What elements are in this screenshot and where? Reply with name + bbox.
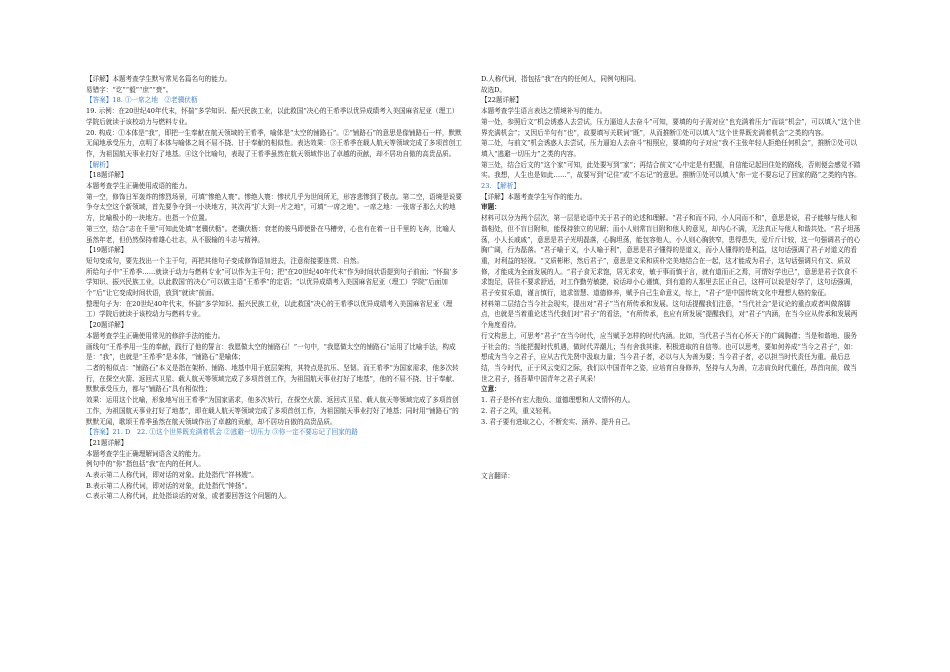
left-paragraph: 本题考查学生正确使用成语的能力。 <box>86 182 192 191</box>
right-paragraph: 2. 君子之风，重义轻利。 <box>481 406 556 415</box>
right-paragraph: 第二处，与前文“机会诱惑人去尝试，压力逼迫人去奋斗”相照应，要填的句子对应“我不主张年轻人拒绝任何机会”，推断②处可以填入“逃避一切压力”之类的内容。 <box>481 139 858 158</box>
left-paragraph: 本题考查学生正确理解词语含义的能力。 <box>86 449 205 458</box>
right-paragraph: D.人称代词，指包括“我”在内的任何人，同例句相同。 <box>481 75 640 83</box>
right-paragraph <box>481 427 861 471</box>
left-paragraph: 效果：运用这个比喻，形象地写出王希季“为国家需求，他多次转行，在探空火箭、返回式卫星、载人航天等领域完成了多项首创工作，为祖国航天事业打好了地基”，即在载人航天等领域完成了多项首创工作，为祖国航天事业打好了地基；同时用“铺路石”的默默无闻，歌颂王希季虽然在航天领域作出了卓越的贡献，却不居功自傲的高贵品质。 <box>86 396 459 426</box>
left-paragraph: C.表示第二人称代词，此处指谈话的对象，或者要回答这个问题的人。 <box>86 492 291 501</box>
right-paragraph: 23. 【解析】 <box>481 182 520 191</box>
right-paragraph: 【详解】本题考查学生写作的能力。 <box>481 192 587 201</box>
left-paragraph: 二者的相似点：“铺路石”本义是指在架桥、铺路、地基中用于底层架构，其特点是抗压、坚韧。而王希季“为国家需求，他多次转行，在探空火箭、返回式卫星、载人航天等领域完成了多项首创工作，为祖国航天事业打好了地基”，他的不屈不挠、甘于奉献、默默承受压力，都与“铺路石”具有相似性； <box>86 363 459 394</box>
left-paragraph: 19. 示例：在20世纪40年代末，怀揣“多学知识、振兴民族工业，以此救国”决心的王希季以优异成绩考入美国麻省尼亚（理工）学院后就读于该校动力与燃料专业。 <box>86 107 459 126</box>
left-column <box>86 74 462 502</box>
right-paragraph: 文言翻译： <box>481 472 514 481</box>
left-paragraph: 【20题详解】 <box>86 321 128 330</box>
left-paragraph: 【21题详解】 <box>86 438 128 447</box>
left-paragraph: 【答案】18. ①一席之地 ②老骥伏枥 <box>86 96 198 105</box>
right-paragraph: 行文构思上，可思考“君子”在当今时代，应当赋予怎样的时代内涵。比如，当代君子当有心怀天下的广阔胸襟；当是和谐地、服务于社会的；当能把握时代机遇，做时代弄潮儿；当有舍我其谁、积极进取的自信等。也可以思考，要如何养成“当今之君子”，如：想成为当今之君子，应从古代先贤中汲取力量；当今君子者，必以与人为善为要；当今君子者，必以担当时代责任为重。最后总结，当今时代，正于风云变幻之际，我们以中国青年之姿，应培育自身修养，坚持与人为善，立志肩负时代重任，昂首向前，做当世之君子，扬吾辈中国青年之君子风采！ <box>481 331 857 383</box>
right-paragraph: 3. 君子要有进取之心，不断充实、涵养、提升自己。 <box>481 417 635 426</box>
right-paragraph: 第一处，参照后文“机会诱惑人去尝试，压力逼迫人去奋斗”可知，要填的句子需对应“也充满着压力”而谈“机会”，可以填入“这个世界充满机会”；又因后半句有“也”，故要填写关联词“既”，从而推断①处可以填入“这个世界既充满着机会”之类的内容。 <box>481 117 861 137</box>
left-paragraph: B.表示第二人称代词，即对话的对象，此处指代“钟扬”。 <box>86 481 252 490</box>
right-column <box>481 74 861 482</box>
left-paragraph: 【详解】本题考查学生默写常见名篇名句的能力。 <box>86 75 232 83</box>
right-paragraph: 【22题详解】 <box>481 96 523 105</box>
right-paragraph: 材料可以分为两个层次，第一层是论语中关于君子的论述和理解。“君子和而不同，小人同而不和”，意思是说，君子能够与他人和谐相处，但不盲目附和，能保持独立的见解；而小人则常盲目附和他人的意见，却内心不满，无法真正与他人和谐共处。“君子坦荡荡，小人长戚戚”，意思是君子光明磊落，心胸坦荡，能包容他人，小人则心胸狭窄，患得患失，爱斤斤计较，这一句强调君子的心胸广阔，行为磊落。“君子喻于义，小人喻于利”，意思是君子懂得的是道义，而小人懂得的是利益，这句话强调了君子对道义的看重，对利益的轻视。“文质彬彬，然后君子”，意思是文采和质朴完美地结合在一起，这才能成为君子，这句话强调只有文、质双修，才能成为全面发展的人。“君子食无求饱，居无求安，敏于事而慎于言，就有道而正之焉，可谓好学也已”，意思是君子饮食不求饱足，居住不要求舒适，对工作勤劳敏捷，说话却小心谨慎，到有道的人那里去匡正自己，这样可以说是好学了，这句话强调，君子安贫乐道，谨言慎行，追求智慧、道德修养，赋予自己生命意义，综上，“君子”是中国传统文化中理想人格的象征。 <box>481 214 861 298</box>
left-paragraph: 【答案】21. D 22. ①这个世界既充满着机会 ②逃避一切压力 ③你一定不要忘记了回家的路 <box>86 428 359 437</box>
left-paragraph: A.表示第二人称代词，即对话的对象。此处指代“祥林嫂”。 <box>86 471 258 480</box>
right-paragraph: 材料第二层结合当今社会现实，提出对“君子”当有所传承和发展。这句话提醒我们注意，“当代社会”是议论的重点或者叫做落脚点，也就是当着重论述当代我们对“君子”的看法，“有所传承，也应有所发展”提醒我们，对“君子”内涵，在当今应从传承和发展两个角度看待。 <box>481 299 858 330</box>
left-paragraph: 第三空，结合“志在千里”可知此处填“老骥伏枥”。老骥伏枥：衰老的骏马即使卧在马槽旁，心也有在着一日千里的飞奔，比喻人虽然年老，但仍然保持着雄心壮志，从不服输的斗志与精神。 <box>86 224 456 244</box>
right-paragraph: 第三处，结合后文的“这个家”可知，此处要写到“家”；再结合前文“心中定是有把握，自信能记起回住处的路线，否则便会感觉不踏实。我想，人生也是如此……”，故要写到“记住”或“不忘记”的意思。推断③处可以填入“你一定不要忘记了回家的路”之类的内容。 <box>481 160 861 180</box>
left-paragraph: 第一空，修饰日军轰炸的惨烈场景，可填“惨绝人寰”。惨绝人寰：惨状几乎为世间所无，形容悲惨到了极点。第二空，语境是说要争夺太空这个新领域，首先要争夺到一小块地方，其次再“扩大到一片之地”，可填“一席之地”。一席之地：一张席子那么大的地方，比喻极小的一块地方。也指一个位置。 <box>86 192 462 223</box>
right-paragraph: 本题考查学生语言表达之情境补写的能力。 <box>481 107 607 116</box>
left-paragraph: 本题考查学生正确使用常见的修辞手法的能力。 <box>86 331 225 340</box>
right-paragraph: 审题： <box>481 203 501 212</box>
left-paragraph: 易错字：“讫”“毅”“庶”“赍”。 <box>86 85 173 94</box>
left-paragraph: 短句变成句，要先找出一个主干句，再把其他句子变成修饰语加进去，注意衔接要连贯、自然。 <box>86 256 363 265</box>
left-paragraph: 20. 构成：①本体是“我”，即把一生奉献在航天领域的王希季，喻体是“太空的铺路石”。②“铺路石”的意思是像铺路石一样，默默无闻地承受压力，点明了本体与喻体之间不屈不挠、甘于奉献的相似性。表达效果：③王希季在载人航天等领域完成了多项首创工作，为祖国航天事业打好了地基。④这个比喻句，表现了王希季虽然在航天领域作出了卓越的贡献，却不居功自傲的高贵品质。 <box>86 128 462 158</box>
left-paragraph: 例句中的“你”指包括“我”在内的任何人。 <box>86 460 205 469</box>
right-paragraph: 1. 君子是怀有宏大抱负、道德理想和人文情怀的人。 <box>481 396 635 405</box>
right-paragraph: 立意： <box>481 385 501 394</box>
left-paragraph: 所给句子中“王希季……就读于动力与燃料专业”可以作为主干句；把“在20世纪40年代末”作为时间状语提到句子前面；“怀揣‘多学知识、振兴民族工业，以此救国’的决心”可以做主语“王希季”的定语；“以优异成绩考入美国麻省尼亚（理工）学院”后面加个“后”让它变成时间状语，放到“就读”前面。 <box>86 267 459 298</box>
left-paragraph: 【18题详解】 <box>86 171 128 180</box>
left-paragraph: 【19题详解】 <box>86 246 128 255</box>
right-paragraph: 故选D。 <box>481 85 507 94</box>
left-paragraph: 画线句“王希季用一生的奉献，践行了他的誓言：我愿做太空的铺路石！”一句中，“我愿做太空的铺路石”运用了比喻手法，构成是：“我”，也就是“王希季”是本体，“铺路石”是喻体； <box>86 342 456 362</box>
left-paragraph: 【解析】 <box>86 160 113 169</box>
left-paragraph: 整理句子为：在20世纪40年代末，怀揣“多学知识、振兴民族工业，以此救国”决心的王希季以优异成绩考入美国麻省尼亚（理工）学院后就读于该校动力与燃料专业。 <box>86 299 453 319</box>
